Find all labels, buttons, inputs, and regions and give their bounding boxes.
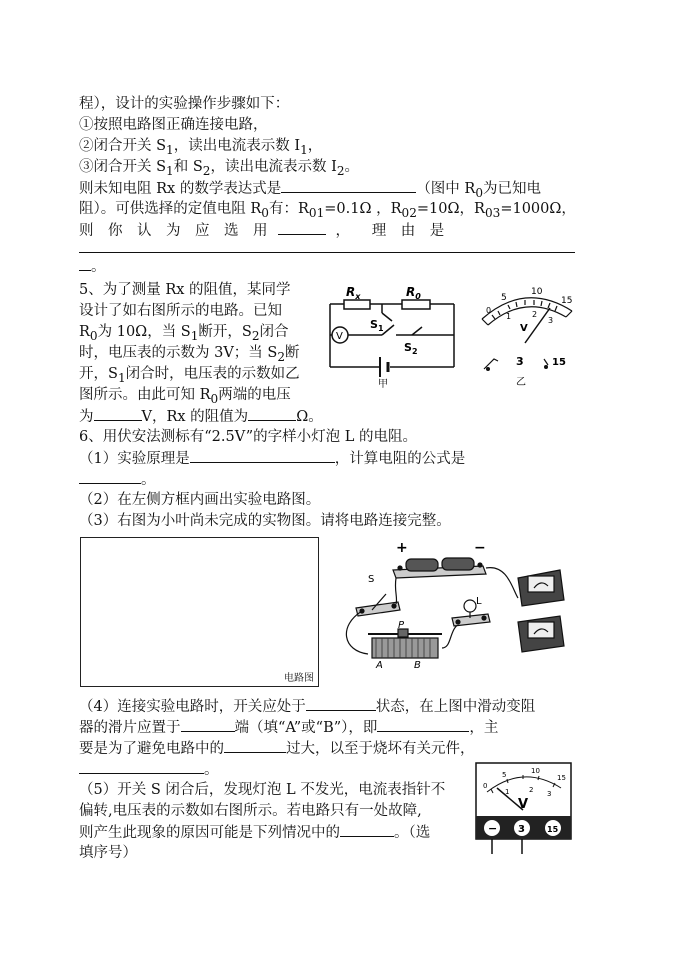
answer-blank[interactable] — [79, 469, 141, 484]
text-line: 。 — [79, 759, 219, 780]
figure-caption: 乙 — [516, 377, 526, 388]
dial-tick-label: 10 — [531, 767, 540, 775]
terminal-label: 15 — [552, 357, 566, 368]
dial-unit: V — [520, 323, 528, 334]
text-line: ③闭合开关 $S_1$和 $S_2$，读出电流表示数 $I_2$。 — [79, 159, 359, 178]
dial-tick-label: 10 — [531, 287, 543, 297]
dial-tick-label: 15 — [557, 774, 566, 782]
text-line: 则产生此现象的原因可能是下列情况中的 。（选 — [79, 822, 430, 843]
answer-blank[interactable] — [377, 717, 469, 732]
terminal-a-label: A — [376, 660, 383, 671]
dial-tick-label: 0 — [486, 306, 492, 315]
dial-tick-label: 2 — [529, 786, 534, 794]
dial-tick-label: 1 — [506, 312, 512, 321]
terminal-15: 15 — [547, 825, 559, 834]
text-line: 则 你 认 为 应 选 用 ， 理 由 是 — [79, 220, 444, 241]
text-line: 填序号） — [79, 845, 137, 861]
text-line: 程），设计的实验操作步骤如下： — [79, 96, 290, 112]
answer-blank[interactable] — [79, 256, 91, 271]
text-line: 6、用伏安法测标有“2.5V”的字样小灯泡 L 的电阻。 — [79, 429, 417, 445]
text-line: 设计了如右图所示的电路。已知 — [79, 303, 282, 319]
terminal-neg: − — [488, 822, 498, 835]
text-line: （3）右图为小叶尚未完成的实物图。请将电路连接完整。 — [79, 513, 451, 529]
dial-tick-label: 3 — [548, 316, 554, 325]
text-line: 则未知电阻 Rx 的数学表达式是 （图中 $R_0$为已知电 — [79, 178, 541, 203]
text-line: ①按照电路图正确连接电路， — [79, 117, 268, 133]
figure-caption: 甲 — [378, 379, 388, 388]
dial-tick-label: 5 — [501, 293, 507, 303]
answer-blank[interactable] — [181, 717, 235, 732]
answer-blank[interactable] — [278, 220, 326, 235]
dial-tick-label: 0 — [483, 782, 488, 790]
text-line: $R_0$为 10Ω，当 $S_1$断开，$S_2$闭合 — [79, 324, 289, 343]
answer-blank[interactable] — [248, 406, 296, 421]
circuit-drawing-box[interactable] — [80, 537, 319, 687]
answer-blank[interactable] — [79, 252, 575, 253]
rx-label: $R_x$ — [346, 285, 361, 301]
terminal-3: 3 — [518, 824, 525, 835]
text-line: 要是为了避免电路中的 过大，以至于烧坏有关元件， — [79, 738, 475, 759]
battery-plus: + — [396, 540, 408, 556]
dial-tick-label: 2 — [532, 310, 538, 319]
circuit-diagram — [322, 283, 462, 388]
switch-label: S — [368, 574, 375, 585]
voltmeter-panel — [475, 762, 572, 854]
text-line: 为 V，Rx 的阻值为 Ω。 — [79, 406, 323, 427]
text-line: 开，$S_1$闭合时，电压表的示数如乙 — [79, 366, 300, 385]
voltmeter-symbol: V — [336, 331, 343, 342]
battery-minus: − — [474, 540, 486, 556]
answer-blank[interactable] — [79, 759, 204, 774]
dial-tick-label: 1 — [505, 788, 510, 796]
terminal-label: 3 — [516, 355, 524, 368]
text-line: （4）连接实验电路时，开关应处于 状态，在上图中滑动变阻 — [79, 696, 535, 717]
answer-blank[interactable] — [224, 738, 286, 753]
text-line: 器的滑片应置于 端（填“A”或“B”），即 ，主 — [79, 717, 498, 738]
text-line: 阻）。可供选择的定值电阻 $R_0$有：$R_{01}=0.1\Omega$ ，$R_{02}=10\Omega$，$R_{03}=1000\Omega$， — [79, 201, 576, 220]
dial-tick-label: 15 — [561, 296, 573, 306]
box-caption: 电路图 — [284, 673, 314, 684]
s2-label: $S_2$ — [404, 341, 418, 356]
voltmeter-dial — [468, 281, 583, 391]
text-line: （5）开关 S 闭合后，发现灯泡 L 不发光，电流表指针不 — [79, 782, 446, 798]
text-line: （1）实验原理是 ，计算电阻的公式是 — [79, 448, 465, 469]
s1-label: $S_1$ — [370, 318, 384, 333]
text-line: 图所示。由此可知 $R_0$两端的电压 — [79, 387, 291, 406]
answer-blank[interactable] — [190, 448, 335, 463]
answer-blank[interactable] — [340, 822, 394, 837]
dial-tick-label: 3 — [547, 790, 552, 798]
text-line: 偏转,电压表的示数如右图所示。若电路只有一处故障, — [79, 803, 422, 819]
answer-blank[interactable] — [281, 178, 416, 193]
apparatus-figure — [338, 536, 573, 676]
slider-label: P — [398, 620, 405, 631]
text-line: 时，电压表的示数为 3V；当 $S_2$断 — [79, 345, 300, 364]
dial-unit: V — [518, 797, 529, 812]
bulb-label: L — [476, 596, 482, 607]
dial-tick-label: 5 — [502, 771, 507, 779]
text-line: （2）在左侧方框内画出实验电路图。 — [79, 492, 321, 508]
text-line: 。 — [79, 469, 156, 490]
answer-blank[interactable] — [306, 696, 376, 711]
terminal-b-label: B — [414, 660, 421, 671]
text-line: ②闭合开关 $S_1$，读出电流表示数 $I_1$， — [79, 138, 323, 157]
text-line: 5、为了测量 Rx 的阻值，某同学 — [79, 282, 291, 298]
r0-label: $R_0$ — [406, 285, 421, 301]
text-line: 。 — [79, 256, 106, 277]
answer-blank[interactable] — [94, 406, 142, 421]
